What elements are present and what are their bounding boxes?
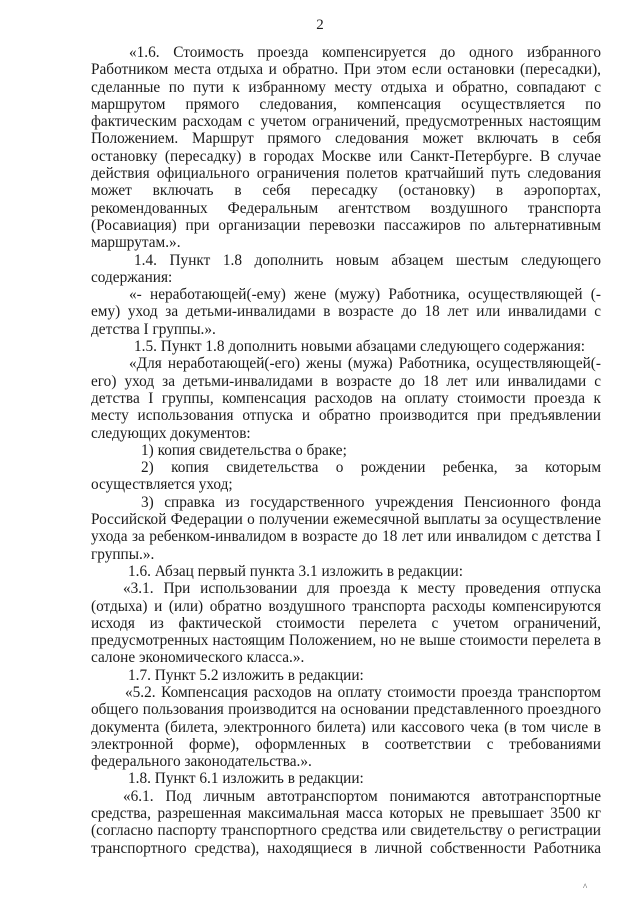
text-line: документа (билета, электронного билета) или кассового чека (в том числе в (91, 718, 601, 736)
text-line: общего пользования производится на основании представленного проездного (91, 701, 601, 719)
text-line: 1.6. Абзац первый пункта 3.1 изложить в редакции: (128, 562, 463, 580)
text-line: 3) справка из государственного учреждения Пенсионного фонда (141, 493, 601, 511)
text-line: содержания: (91, 268, 173, 286)
text-line: месту использования отпуска и обратно производится при предъявлении (91, 407, 601, 425)
text-line: (Росавиация) при организации перевозки пассажиров по альтернативным (91, 216, 601, 234)
text-line: Российской Федерации о получении ежемесячной выплаты за осуществление (91, 511, 601, 529)
text-line: средства, разрешенная максимальная масса которых не превышает 3500 кг (91, 805, 601, 823)
text-line: 1) копия свидетельства о браке; (141, 441, 347, 459)
text-line: детства I группы, компенсация расходов на оплату стоимости проезда к (91, 389, 601, 407)
text-line: 2) копия свидетельства о рождении ребенка, за которым (141, 459, 601, 477)
text-line: рекомендованных Федеральным агентством воздушного транспорта (91, 199, 601, 217)
text-line: салоне экономического класса.». (91, 649, 305, 667)
text-line: исходя из фактической стоимости перелета с учетом ограничений, (91, 614, 601, 632)
text-line: федерального законодательства.». (91, 753, 312, 771)
text-line: «1.6. Стоимость проезда компенсируется до одного избранного (129, 44, 601, 61)
text-line: может включать в себя пересадку (остановку) в аэропортах, (91, 182, 601, 200)
text-line: группы.». (91, 545, 155, 563)
text-line: 1.8. Пункт 6.1 изложить в редакции: (128, 770, 364, 788)
text-line: его) уход за детьми-инвалидами в возрасте до 18 лет или инвалидами с (91, 372, 601, 390)
text-line: «3.1. При использовании для проезда к месту проведения отпуска (123, 580, 601, 598)
text-line: (отдыха) и (или) обратно воздушного транспорта расходы компенсируются (91, 597, 601, 615)
page-number: 2 (316, 17, 324, 33)
text-line: фактическим расходам с учетом ограничений, предусмотренных настоящим (91, 113, 601, 131)
text-line: ему) уход за детьми-инвалидами в возрасте до 18 лет или инвалидами с (91, 303, 601, 321)
text-line: электронной форме), оформленных в соответствии с требованиями (91, 735, 601, 753)
text-line: 1.4. Пункт 1.8 дополнить новым абзацем шестым следующего (134, 251, 601, 269)
text-line: «5.2. Компенсация расходов на оплату стоимости проезда транспортом (125, 683, 601, 701)
text-line: (согласно паспорту транспортного средства или свидетельству о регистрации (91, 822, 601, 840)
text-line: маршрутом прямого следования, компенсация осуществляется по (91, 95, 601, 113)
text-line: «- неработающей(-ему) жене (мужу) Работника, осуществляющей (- (129, 286, 601, 304)
text-line: следующих документов: (91, 424, 251, 442)
text-line: предусмотренных настоящим Положением, но не выше стоимости перелета в (91, 632, 601, 650)
text-line: детства I группы.». (91, 320, 216, 338)
text-line: сделанные по пути к избранному месту отдыха и обратно, совпадают с (91, 78, 601, 96)
text-line: «6.1. Под личным автотранспортом понимаются автотранспортные (123, 787, 601, 805)
text-line: 1.5. Пункт 1.8 дополнить новыми абзацами следующего содержания: (134, 338, 586, 356)
corner-mark: ^ (583, 882, 588, 892)
text-line: действия официального ограничения полетов кратчайший путь следования (91, 165, 601, 183)
text-line: ухода за ребенком-инвалидом в возрасте до 18 лет или инвалидом с детства I (91, 528, 601, 546)
text-line: маршрутам.». (91, 234, 181, 252)
document-body (91, 44, 601, 857)
text-line: транспортного средства), находящиеся в личной собственности Работника (91, 839, 601, 857)
text-line: Положением. Маршрут прямого следования может включать в себя (91, 130, 601, 148)
text-line: остановку (пересадку) в городах Москве или Санкт-Петербурге. В случае (91, 147, 601, 165)
text-line: «Для неработающей(-его) жены (мужа) Работника, осуществляющей(- (129, 355, 601, 373)
text-line: Работником места отдыха и обратно. При этом если остановки (пересадки), (91, 61, 601, 79)
text-line: 1.7. Пункт 5.2 изложить в редакции: (128, 666, 364, 684)
text-line: осуществляется уход; (91, 476, 233, 494)
